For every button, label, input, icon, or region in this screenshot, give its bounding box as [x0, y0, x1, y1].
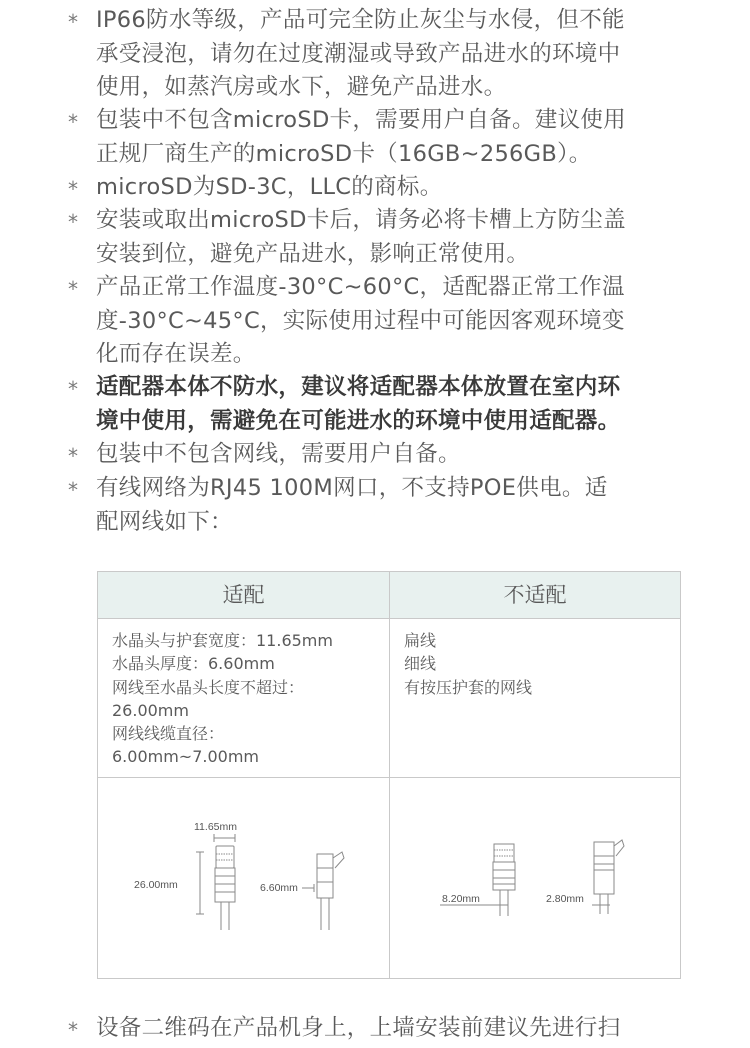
- header-suitable: 适配: [222, 583, 265, 607]
- note-bullet: *: [68, 110, 79, 134]
- note-bullet: *: [68, 277, 79, 301]
- cable-type-line: 有按压护套的网线: [404, 677, 533, 697]
- note-text: microSD为SD-3C，LLC的商标。: [96, 174, 443, 200]
- note-text: 安装或取出microSD卡后，请务必将卡槽上方防尘盖 安装到位，避免产品进水，影响正常使用。: [96, 207, 626, 267]
- unsuitable-cable-diagram: [390, 778, 680, 978]
- note-text: 有线网络为RJ45 100M网口，不支持POE供电。适 配网线如下：: [96, 475, 608, 535]
- suitable-specs-cell: [112, 629, 333, 769]
- note-text: 产品正常工作温度-30°C~60°C，适配器正常工作温 度-30°C~45°C，实际使用过程中可能因客观环境变 化而存在误差。: [96, 274, 625, 367]
- note-text: 包装中不包含microSD卡，需要用户自备。建议使用 正规厂商生产的microSD卡（16GB~256GB）。: [96, 107, 626, 167]
- unsuitable-types-cell: [404, 629, 532, 699]
- note-bullet: *: [68, 377, 79, 401]
- spec-line: 水晶头与护套宽度：11.65mm: [112, 631, 333, 650]
- cable-type-line: 细线: [404, 654, 437, 674]
- spec-line: 网线至水晶头长度不超过：: [112, 677, 305, 697]
- width-dimension-label: 8.20mm: [442, 893, 480, 905]
- thickness-dimension-label: 2.80mm: [546, 893, 584, 905]
- cable-compatibility-table: [97, 571, 681, 979]
- spec-line: 水晶头厚度：6.60mm: [112, 654, 275, 674]
- note-bullet: *: [68, 10, 79, 34]
- header-unsuitable: 不适配: [503, 583, 567, 607]
- note-text: IP66防水等级，产品可完全防止灰尘与水侵，但不能 承受浸泡，请勿在过度潮湿或导致产品进水的环境中 使用，如蒸汽房或水下，避免产品进水。: [96, 7, 625, 100]
- note-bullet: *: [68, 177, 79, 201]
- width-dimension-label: 11.65mm: [194, 821, 237, 833]
- note-bullet: *: [68, 1018, 79, 1042]
- thickness-dimension-label: 6.60mm: [260, 882, 298, 894]
- note-bullet: *: [68, 210, 79, 234]
- note-text: 适配器本体不防水，建议将适配器本体放置在室内环 境中使用，需避免在可能进水的环境中使用适配器。: [96, 374, 621, 434]
- note-bullet: *: [68, 444, 79, 468]
- note-bullet: *: [68, 478, 79, 502]
- cable-type-line: 扁线: [404, 631, 437, 650]
- spec-line: 6.00mm~7.00mm: [112, 747, 259, 767]
- note-text: 设备二维码在产品机身上，上墙安装前建议先进行扫: [96, 1015, 621, 1041]
- note-text: 包装中不包含网线，需要用户自备。: [96, 441, 461, 467]
- spec-line: 网线线缆直径：: [112, 724, 225, 744]
- suitable-cable-diagram: [98, 778, 388, 978]
- length-dimension-label: 26.00mm: [134, 879, 178, 891]
- spec-line: 26.00mm: [112, 700, 189, 720]
